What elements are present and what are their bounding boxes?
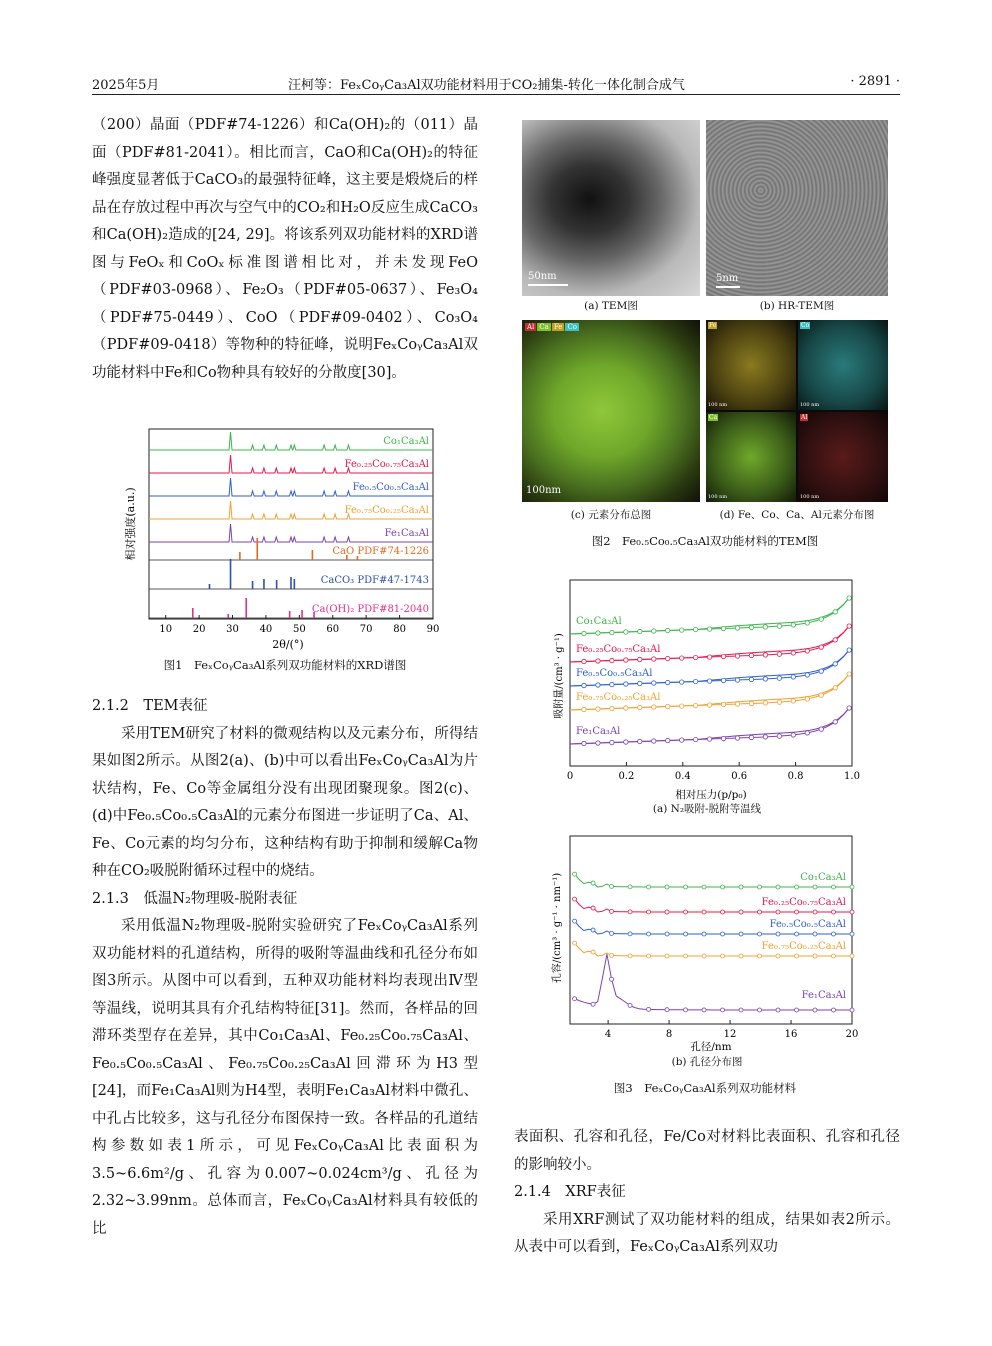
isotherm-point (791, 675, 795, 679)
isotherm-point (805, 621, 809, 625)
pore-point (647, 885, 651, 889)
pore-point (684, 885, 688, 889)
isotherm-point (735, 736, 739, 740)
pore-point (665, 932, 669, 936)
pore-point (795, 885, 799, 889)
pore-xtick-label: 12 (723, 1029, 737, 1040)
pore-point (832, 885, 836, 889)
isotherm-point (749, 735, 753, 739)
legend-fe: Fe (553, 323, 563, 331)
isotherm-point (721, 678, 725, 682)
pore-point (776, 954, 780, 958)
isotherm-point (707, 703, 711, 707)
section-heading: 2.1.4 XRF表征 (514, 1184, 626, 1200)
xrd-xtick-label: 10 (159, 624, 173, 635)
pore-point (721, 1008, 725, 1012)
header-title: 汪柯等：FeₓCoᵧCa₃Al双功能材料用于CO₂捕集-转化一体化制合成气 (288, 78, 685, 93)
pore-point (684, 1008, 688, 1012)
pore-point (702, 910, 706, 914)
isotherm-point (610, 658, 614, 662)
pore-point (721, 932, 725, 936)
xrd-series-label: Co₁Ca₃Al (383, 436, 429, 447)
al-tag: Al (801, 414, 808, 421)
isotherm-point (652, 629, 656, 633)
pore-point (573, 919, 577, 923)
co-tag: Co (801, 322, 810, 329)
isotherm-point (791, 651, 795, 655)
isotherm-point (652, 681, 656, 685)
pore-point (628, 1003, 632, 1007)
isotherm-point (610, 706, 614, 710)
paragraph: 采用XRF测试了双功能材料的组成，结果如表2所示。从表中可以看到，FeₓCoᵧCa₃Al系列双功 (514, 1211, 900, 1255)
pore-point (628, 910, 632, 914)
scale-bar-label: 100 nm (800, 402, 820, 408)
isotherm-point (833, 610, 837, 614)
pore-point (739, 1008, 743, 1012)
pore-point (684, 932, 688, 936)
pore-point (758, 885, 762, 889)
pore-point (758, 954, 762, 958)
pore-point (702, 954, 706, 958)
pore-point (573, 897, 577, 901)
pore-series-line (575, 954, 852, 1010)
pore-point (832, 932, 836, 936)
isotherm-point (693, 627, 697, 631)
pore-point (610, 909, 614, 913)
isotherm-point (791, 733, 795, 737)
pore-point (684, 954, 688, 958)
isotherm-point (833, 662, 837, 666)
section-heading: 2.1.2 TEM表征 (92, 698, 208, 714)
isotherm-series-label: Fe₁Ca₃Al (576, 726, 621, 737)
isotherm-xtick-label: 0.8 (787, 771, 804, 782)
pore-point (776, 910, 780, 914)
pore-point (721, 885, 725, 889)
isotherm-point (735, 626, 739, 630)
right-column-text (514, 1124, 900, 1262)
isotherm-point (666, 680, 670, 684)
isotherm-point (805, 731, 809, 735)
pore-point (702, 1008, 706, 1012)
pore-point (758, 910, 762, 914)
isotherm-xtick-label: 1.0 (844, 771, 860, 782)
isotherm-point (666, 656, 670, 660)
pore-point (813, 885, 817, 889)
isotherm-point (763, 701, 767, 705)
header-date: 2025年5月 (92, 78, 160, 93)
isotherm-point (721, 626, 725, 630)
xrd-series-label: Fe₀.₂₅Co₀.₇₅Ca₃Al (344, 459, 429, 470)
isotherm-point (679, 704, 683, 708)
isotherm-point (638, 739, 642, 743)
isotherm-point (707, 679, 711, 683)
xrd-chart (118, 426, 448, 654)
isotherm-point (749, 677, 753, 681)
pore-point (721, 910, 725, 914)
fig1-caption: 图1 FeₓCoᵧCa₃Al系列双功能材料的XRD谱图 (163, 658, 407, 672)
isotherm-point (763, 625, 767, 629)
isotherm-point (791, 699, 795, 703)
isotherm-point (777, 734, 781, 738)
pore-xtick-label: 16 (784, 1029, 798, 1040)
pore-point (832, 954, 836, 958)
pore-point (591, 1002, 595, 1006)
isotherm-point (624, 630, 628, 634)
fe-map (706, 320, 796, 410)
pore-point (647, 954, 651, 958)
isotherm-point (610, 682, 614, 686)
isotherm-series-label: Co₁Ca₃Al (576, 616, 622, 627)
paragraph: （200）晶面（PDF#74-1226）和Ca(OH)₂的（011）晶面（PDF#81-2041）。相比而言，CaO和Ca(OH)₂的特征峰强度显著低于CaCO₃的最强特征峰，这主要是煅烧后的样品在存放过程中再次与空气中的CO₂和H₂O反应生成CaCO₃和Ca(OH)₂造成的[24, 29]。将该系列双功能材料的XRD谱图与FeOₓ和CoOₓ标准图谱相比对，并未发现FeO（PDF#03-0968）、Fe₂O₃（PDF#05-0637）、Fe₃O₄（PDF#75-0449）、CoO（PDF#09-0402）、Co₃O₄（PDF#09-0418）等物种的特征峰，说明FeₓCoᵧCa₃Al双功能材料中Fe和Co物种具有较好的分散度[30]。 (92, 117, 478, 381)
isotherm-point (847, 706, 851, 710)
al-map (798, 412, 888, 502)
isotherm-point (819, 617, 823, 621)
pore-series-label: Fe₀.₇₅Co₀.₂₅Ca₃Al (761, 941, 846, 952)
isotherm-xlabel: 相对压力(p/p₀) (675, 789, 747, 800)
pore-point (628, 954, 632, 958)
pore-point (665, 1008, 669, 1012)
paragraph: 采用TEM研究了材料的微观结构以及元素分布，所得结果如图2所示。从图2(a)、(b)中可以看出FeₓCoᵧCa₃Al为片状结构，Fe、Co等金属组分没有出现团聚现象。图2(c)、(d)中Fe₀.₅Co₀.₅Ca₃Al的元素分布图进一步证明了Ca、Al、Fe、Co元素的均匀分布，这种结构有助于抑制和缓解Ca物种在CO₂吸脱附循环过程中的烧结。 (92, 725, 478, 879)
xrd-xtick-label: 60 (326, 624, 340, 635)
pore-point (739, 954, 743, 958)
isotherm-point (652, 739, 656, 743)
pore-point (776, 1008, 780, 1012)
element-legend (525, 323, 579, 331)
isotherm-point (833, 720, 837, 724)
pore-point (795, 910, 799, 914)
legend-co: Co (567, 323, 578, 331)
scale-bar-label: 100 nm (800, 494, 820, 500)
isotherm-xtick-label: 0.6 (731, 771, 748, 782)
isotherm-point (582, 707, 586, 711)
isotherm-point (666, 704, 670, 708)
scale-bar-label: 100 nm (708, 494, 728, 500)
pore-point (795, 1008, 799, 1012)
pore-point (850, 885, 854, 889)
pore-point (813, 910, 817, 914)
pore-point (647, 1007, 651, 1011)
isotherm-point (735, 678, 739, 682)
isotherm-series-label: Fe₀.₅Co₀.₅Ca₃Al (576, 668, 653, 679)
pore-series-label: Fe₁Ca₃Al (801, 990, 846, 1001)
xrd-series-label: Fe₁Ca₃Al (384, 528, 429, 539)
isotherm-point (777, 676, 781, 680)
pore-xtick-label: 4 (604, 1029, 612, 1040)
pore-point (850, 1008, 854, 1012)
isotherm-point (707, 627, 711, 631)
pore-point (850, 954, 854, 958)
isotherm-xtick-label: 0.4 (674, 771, 691, 782)
isotherm-point (847, 596, 851, 600)
pore-point (721, 954, 725, 958)
xrd-xtick-label: 30 (226, 624, 239, 635)
isotherm-point (638, 629, 642, 633)
section-heading: 2.1.3 低温N₂物理吸-脱附表征 (92, 890, 298, 907)
pore-xtick-label: 8 (665, 1029, 673, 1040)
isotherm-point (624, 706, 628, 710)
fig2c-label: (c) 元素分布总图 (570, 509, 652, 521)
paragraph: 采用低温N₂物理吸-脱附实验研究了FeₓCoᵧCa₃Al系列双功能材料的孔道结构，所得的吸附等温曲线和孔径分布如图3所示。从图中可以看到，五种双功能材料均表现出Ⅳ型等温线，说明其具有介孔结构特征[31]。然而，各样品的回滞环类型存在差异，其中Co₁Ca₃Al、Fe₀.₂₅Co₀.₇₅Ca₃Al、Fe₀.₅Co₀.₅Ca₃Al、Fe₀.₇₅Co₀.₂₅Ca₃Al回滞环为H3型[24]，而Fe₁Ca₃Al则为H4型，表明Fe₁Ca₃Al材料中微孔、中孔占比较多，这与孔径分布图保持一致。各样品的孔道结构参数如表1所示，可见FeₓCoᵧCa₃Al比表面积为3.5~6.6m²/g、孔容为0.007~0.024cm³/g、孔径为2.32~3.99nm。总体而言，FeₓCoᵧCa₃Al材料具有较低的比 (92, 918, 478, 1237)
pore-point (665, 885, 669, 889)
pore-point (776, 885, 780, 889)
isotherm-point (610, 630, 614, 634)
pore-point (832, 910, 836, 914)
xrd-xlabel: 2θ/(°) (272, 638, 304, 651)
isotherm-point (749, 701, 753, 705)
pore-point (573, 872, 577, 876)
isotherm-point (693, 737, 697, 741)
isotherm-point (693, 655, 697, 659)
xrd-series-label: Fe₀.₇₅Co₀.₂₅Ca₃Al (344, 505, 429, 516)
isotherm-point (596, 707, 600, 711)
pore-point (665, 954, 669, 958)
isotherm-point (693, 679, 697, 683)
pore-point (573, 997, 577, 1001)
xrd-xtick-label: 80 (393, 624, 406, 635)
isotherm-point (735, 654, 739, 658)
isotherm-point (596, 659, 600, 663)
isotherm-point (596, 631, 600, 635)
isotherm-point (624, 682, 628, 686)
xrd-xtick-label: 50 (292, 624, 306, 635)
isotherm-point (721, 736, 725, 740)
pore-point (610, 953, 614, 957)
isotherm-point (749, 625, 753, 629)
xrd-ylabel: 相对强度(a.u.) (124, 487, 137, 561)
isotherm-point (833, 638, 837, 642)
isotherm-point (693, 703, 697, 707)
fig3a-label: (a) N₂吸附-脱附等温线 (652, 803, 762, 815)
fig2d-label: (d) Fe、Co、Ca、Al元素分布图 (719, 509, 875, 521)
isotherm-point (721, 702, 725, 706)
fig2a-label: (a) TEM图 (584, 300, 638, 312)
isotherm-point (721, 654, 725, 658)
isotherm-point (638, 681, 642, 685)
ref-label: CaCO₃ PDF#47-1743 (320, 575, 429, 586)
pore-series-label: Fe₀.₅Co₀.₅Ca₃Al (769, 919, 846, 930)
pore-ylabel: 孔容/(cm³ · g⁻¹ · nm⁻¹) (552, 872, 563, 984)
isotherm-point (819, 727, 823, 731)
isotherm-point (679, 656, 683, 660)
isotherm-point (582, 741, 586, 745)
left-column-top (92, 112, 478, 387)
xrd-series-label: Fe₀.₅Co₀.₅Ca₃Al (352, 482, 429, 493)
isotherm-point (777, 624, 781, 628)
isotherm-point (847, 624, 851, 628)
pore-point (665, 910, 669, 914)
isotherm-point (763, 735, 767, 739)
pore-point (776, 932, 780, 936)
isotherm-chart (548, 576, 866, 800)
scale-bar (716, 286, 740, 288)
pore-point (702, 885, 706, 889)
fig2b-label: (b) HR-TEM图 (759, 300, 835, 312)
isotherm-series-label: Fe₀.₂₅Co₀.₇₅Ca₃Al (576, 644, 661, 655)
isotherm-point (679, 680, 683, 684)
pore-point (647, 910, 651, 914)
element-map-overview (522, 320, 700, 502)
isotherm-point (707, 737, 711, 741)
header-page: · 2891 · (850, 74, 900, 89)
pore-series-label: Fe₀.₂₅Co₀.₇₅Ca₃Al (761, 897, 846, 908)
isotherm-point (652, 705, 656, 709)
isotherm-point (847, 672, 851, 676)
ref-label: CaO PDF#74-1226 (332, 546, 429, 557)
tem-image (522, 120, 700, 296)
isotherm-series-label: Fe₀.₇₅Co₀.₂₅Ca₃Al (576, 692, 661, 703)
pore-point (647, 932, 651, 936)
isotherm-point (666, 628, 670, 632)
isotherm-point (624, 658, 628, 662)
isotherm-point (847, 648, 851, 652)
pore-point (628, 932, 632, 936)
isotherm-ylabel: 吸附量/(cm³ · g⁻¹) (554, 633, 565, 719)
isotherm-point (582, 683, 586, 687)
pore-point (813, 954, 817, 958)
pore-point (813, 932, 817, 936)
isotherm-point (763, 653, 767, 657)
pore-point (739, 910, 743, 914)
pore-point (758, 1008, 762, 1012)
isotherm-point (833, 686, 837, 690)
isotherm-point (777, 700, 781, 704)
pore-point (610, 884, 614, 888)
pore-point (591, 928, 595, 932)
fig2-caption: 图2 Fe₀.₅Co₀.₅Ca₃Al双功能材料的TEM图 (591, 534, 819, 548)
hr-tem-image (706, 120, 888, 296)
pore-point (610, 931, 614, 935)
isotherm-point (805, 649, 809, 653)
isotherm-point (610, 740, 614, 744)
isotherm-point (638, 705, 642, 709)
xrd-xtick-label: 20 (192, 624, 206, 635)
co-map (798, 320, 888, 410)
xrd-xtick-label: 40 (259, 624, 273, 635)
isotherm-point (679, 628, 683, 632)
ca-tag: Ca (709, 414, 718, 421)
pore-point (795, 932, 799, 936)
pore-point (850, 910, 854, 914)
isotherm-point (805, 697, 809, 701)
isotherm-xtick-label: 0 (566, 771, 574, 782)
isotherm-point (582, 631, 586, 635)
scale-bar-label: 50nm (528, 271, 557, 282)
paragraph: 表面积、孔容和孔径，Fe/Co对材料比表面积、孔容和孔径的影响较小。 (514, 1129, 900, 1173)
isotherm-point (638, 657, 642, 661)
fe-tag: Fe (709, 322, 717, 329)
isotherm-point (596, 683, 600, 687)
pore-point (758, 932, 762, 936)
isotherm-point (582, 659, 586, 663)
legend-ca: Ca (539, 323, 549, 331)
scale-bar (528, 284, 568, 286)
scale-bar-label: 5nm (716, 273, 739, 284)
isotherm-point (763, 677, 767, 681)
pore-point (591, 950, 595, 954)
pore-point (739, 932, 743, 936)
isotherm-point (819, 693, 823, 697)
pore-point (739, 885, 743, 889)
legend-al: Al (527, 323, 535, 331)
ca-map (706, 412, 796, 502)
xrd-xtick-label: 90 (426, 624, 440, 635)
element-map-grid (706, 320, 888, 502)
scale-bar-label: 100 nm (708, 402, 728, 408)
left-column-bottom (92, 693, 478, 1243)
isotherm-point (666, 738, 670, 742)
pore-point (813, 1008, 817, 1012)
pore-point (610, 977, 614, 981)
pore-point (684, 910, 688, 914)
isotherm-point (791, 623, 795, 627)
pore-point (591, 881, 595, 885)
pore-point (573, 941, 577, 945)
pore-point (702, 932, 706, 936)
pore-point (591, 906, 595, 910)
scale-bar-label: 100nm (526, 485, 562, 496)
pore-point (795, 954, 799, 958)
isotherm-point (819, 669, 823, 673)
isotherm-point (749, 653, 753, 657)
isotherm-point (596, 741, 600, 745)
pore-point (850, 932, 854, 936)
isotherm-point (805, 673, 809, 677)
pore-series-label: Co₁Ca₃Al (800, 872, 846, 883)
isotherm-point (652, 657, 656, 661)
isotherm-point (707, 655, 711, 659)
pore-xtick-label: 20 (845, 1029, 859, 1040)
isotherm-point (679, 738, 683, 742)
pore-xlabel: 孔径/nm (690, 1041, 732, 1053)
isotherm-point (819, 645, 823, 649)
fig3b-label: (b) 孔径分布图 (671, 1056, 743, 1068)
pore-distribution-chart (548, 832, 866, 1064)
running-header (92, 74, 900, 95)
isotherm-point (735, 702, 739, 706)
isotherm-point (624, 740, 628, 744)
ref-label: Ca(OH)₂ PDF#81-2040 (311, 604, 429, 615)
fig3-caption: 图3 FeₓCoᵧCa₃Al系列双功能材料 (613, 1081, 797, 1095)
pore-point (832, 1008, 836, 1012)
isotherm-point (777, 652, 781, 656)
xrd-xtick-label: 70 (359, 624, 373, 635)
isotherm-xtick-label: 0.2 (618, 771, 635, 782)
pore-point (628, 885, 632, 889)
